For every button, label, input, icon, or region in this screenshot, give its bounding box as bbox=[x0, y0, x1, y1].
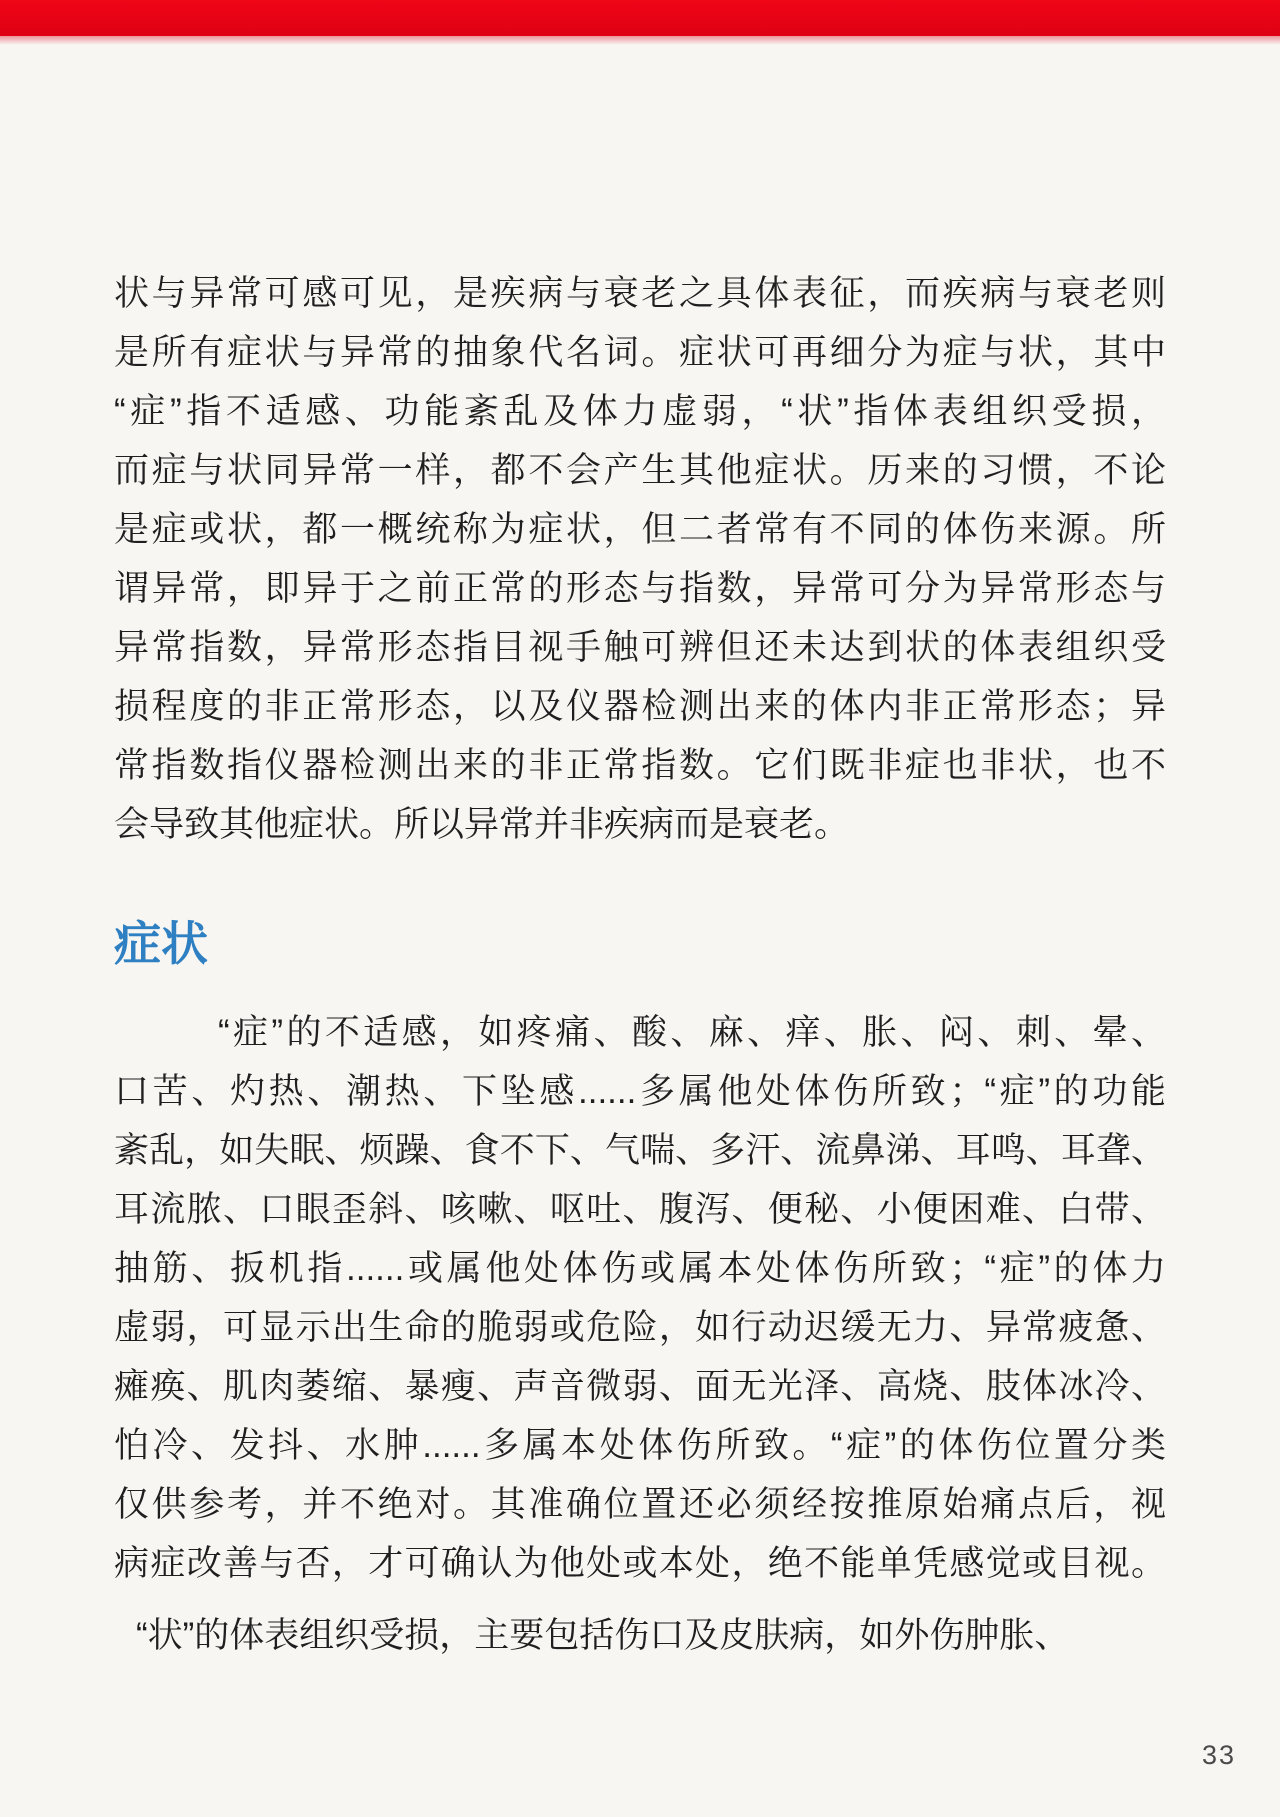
text-line: 状与异常可感可见，是疾病与衰老之具体表征，而疾病与衰老则 bbox=[114, 274, 1166, 313]
text-line: 常指数指仪器检测出来的非正常指数。它们既非症也非状，也不 bbox=[114, 746, 1166, 785]
text-line: 紊乱，如失眠、烦躁、食不下、气喘、多汗、流鼻涕、耳鸣、耳聋、 bbox=[114, 1131, 1166, 1170]
text-block bbox=[114, 36, 1166, 1665]
text-line: 瘫痪、肌肉萎缩、暴瘦、声音微弱、面无光泽、高烧、肢体冰冷、 bbox=[114, 1367, 1166, 1406]
text-line: 会导致其他症状。所以异常并非疾病而是衰老。 bbox=[114, 805, 850, 844]
text-line: 异常指数，异常形态指目视手触可辨但还未达到状的体表组织受 bbox=[114, 628, 1166, 667]
text-line: 谓异常，即异于之前正常的形态与指数，异常可分为异常形态与 bbox=[114, 569, 1166, 608]
text-line: 是症或状，都一概统称为症状，但二者常有不同的体伤来源。所 bbox=[114, 510, 1166, 549]
page-number: 33 bbox=[1201, 1740, 1236, 1770]
text-line: 是所有症状与异常的抽象代名词。症状可再细分为症与状，其中 bbox=[114, 333, 1166, 372]
text-line: 仅供参考，并不绝对。其准确位置还必须经按推原始痛点后，视 bbox=[114, 1485, 1166, 1524]
text-line: 口苦、灼热、潮热、下坠感......多属他处体伤所致；“症”的功能 bbox=[114, 1072, 1166, 1111]
text-line: “状”的体表组织受损，主要包括伤口及皮肤病，如外伤肿胀、 bbox=[136, 1616, 1070, 1655]
text-line: 病症改善与否，才可确认为他处或本处，绝不能单凭感觉或目视。 bbox=[114, 1544, 1166, 1583]
text-line: 损程度的非正常形态，以及仪器检测出来的体内非正常形态；异 bbox=[114, 687, 1166, 726]
text-line: 抽筋、扳机指......或属他处体伤或属本处体伤所致；“症”的体力 bbox=[114, 1249, 1166, 1288]
paragraph-zheng bbox=[114, 1003, 1166, 1593]
paragraph-zhuang bbox=[114, 1606, 1166, 1665]
text-line: 而症与状同异常一样，都不会产生其他症状。历来的习惯，不论 bbox=[114, 451, 1166, 490]
text-line: 虚弱，可显示出生命的脆弱或危险，如行动迟缓无力、异常疲惫、 bbox=[114, 1308, 1166, 1347]
text-line: 耳流脓、口眼歪斜、咳嗽、呕吐、腹泻、便秘、小便困难、白带、 bbox=[114, 1190, 1166, 1229]
text-line: “症”指不适感、功能紊乱及体力虚弱，“状”指体表组织受损， bbox=[114, 392, 1166, 431]
section-heading-symptoms: 症状 bbox=[114, 917, 208, 970]
text-line: 怕冷、发抖、水肿......多属本处体伤所致。“症”的体伤位置分类 bbox=[114, 1426, 1166, 1465]
header-bar bbox=[0, 0, 1280, 36]
paragraph-overview bbox=[114, 264, 1166, 854]
text-line: “症”的不适感，如疼痛、酸、麻、痒、胀、闷、刺、晕、 bbox=[218, 1013, 1166, 1052]
